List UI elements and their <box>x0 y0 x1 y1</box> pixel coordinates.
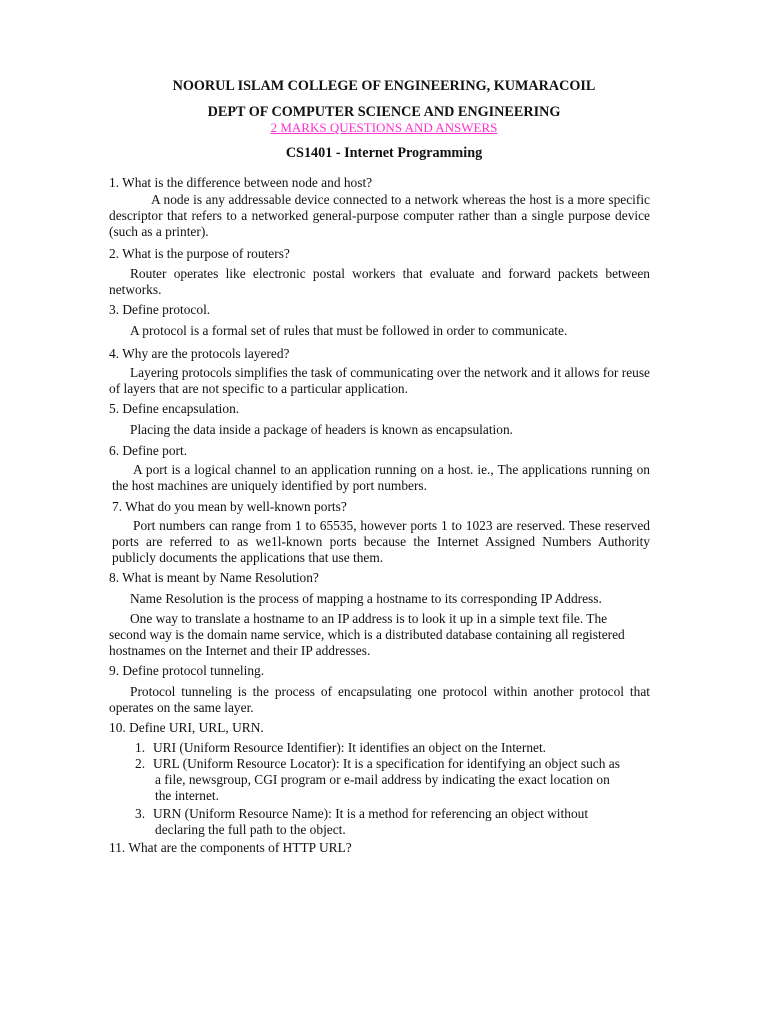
department-heading: DEPT OF COMPUTER SCIENCE AND ENGINEERING <box>207 104 561 120</box>
answer-9: Protocol tunneling is the process of encapsulating one protocol within another protocol that operates on the same layer. <box>109 684 650 715</box>
answer-3: A protocol is a formal set of rules that must be followed in order to communicate. <box>130 323 568 338</box>
list-item-text: URN (Uniform Resource Name): It is a method for referencing an object without <box>153 806 589 821</box>
question-10: 10. Define URI, URL, URN. <box>109 720 264 735</box>
list-item-continuation: a file, newsgroup, CGI program or e-mail address by indicating the exact location on the internet. <box>155 772 610 803</box>
question-11: 11. What are the components of HTTP URL? <box>109 840 352 855</box>
question-7: 7. What do you mean by well-known ports? <box>112 499 347 514</box>
answer-4: Layering protocols simplifies the task of communicating over the network and it allows for reuse of layers that are not specific to a particular application. <box>109 365 650 396</box>
list-item <box>135 740 650 756</box>
answer-5: Placing the data inside a package of headers is known as encapsulation. <box>130 422 513 437</box>
question-5: 5. Define encapsulation. <box>109 401 240 416</box>
answer-7: Port numbers can range from 1 to 65535, however ports 1 to 1023 are reserved. These reserved ports are referred to as we1l-known ports because the Internet Assigned Numbers Authority publicly documents the applications that use them. <box>112 518 650 565</box>
answer-1: A node is any addressable device connected to a network whereas the host is a more specific descriptor that refers to a networked general-purpose computer rather than a single purpose device (such as a printer). <box>109 192 650 239</box>
course-title: CS1401 - Internet Programming <box>285 145 483 161</box>
list-item <box>135 756 650 804</box>
question-1: 1. What is the difference between node and host? <box>109 175 373 190</box>
question-4: 4. Why are the protocols layered? <box>109 346 290 361</box>
question-6: 6. Define port. <box>109 443 188 458</box>
question-8: 8. What is meant by Name Resolution? <box>109 570 319 585</box>
answer-8-continued: One way to translate a hostname to an IP address is to look it up in a simple text file. The second way is the domain name service, which is a distributed database containing all registered hostnames on the Internet and their IP addresses. <box>109 611 625 658</box>
answer-6: A port is a logical channel to an application running on a host. ie., The applications running on the host machines are uniquely identified by port numbers. <box>112 462 650 493</box>
list-item-number: 2. <box>135 756 146 771</box>
subtitle-link: 2 MARKS QUESTIONS AND ANSWERS <box>270 120 498 135</box>
college-heading: NOORUL ISLAM COLLEGE OF ENGINEERING, KUMARACOIL <box>172 78 596 94</box>
list-item-text: URL (Uniform Resource Locator): It is a specification for identifying an object such as <box>153 756 620 771</box>
list-item <box>135 806 650 838</box>
list-item-text: URI (Uniform Resource Identifier): It identifies an object on the Internet. <box>153 740 547 755</box>
question-2: 2. What is the purpose of routers? <box>109 246 290 261</box>
list-item-number: 1. <box>135 740 146 755</box>
list-item-continuation: declaring the full path to the object. <box>155 822 346 837</box>
question-9: 9. Define protocol tunneling. <box>109 663 265 678</box>
list-item-number: 3. <box>135 806 146 821</box>
question-3: 3. Define protocol. <box>109 302 211 317</box>
answer-2: Router operates like electronic postal workers that evaluate and forward packets between networks. <box>109 266 650 297</box>
answer-8: Name Resolution is the process of mapping a hostname to its corresponding IP Address. <box>130 591 602 606</box>
